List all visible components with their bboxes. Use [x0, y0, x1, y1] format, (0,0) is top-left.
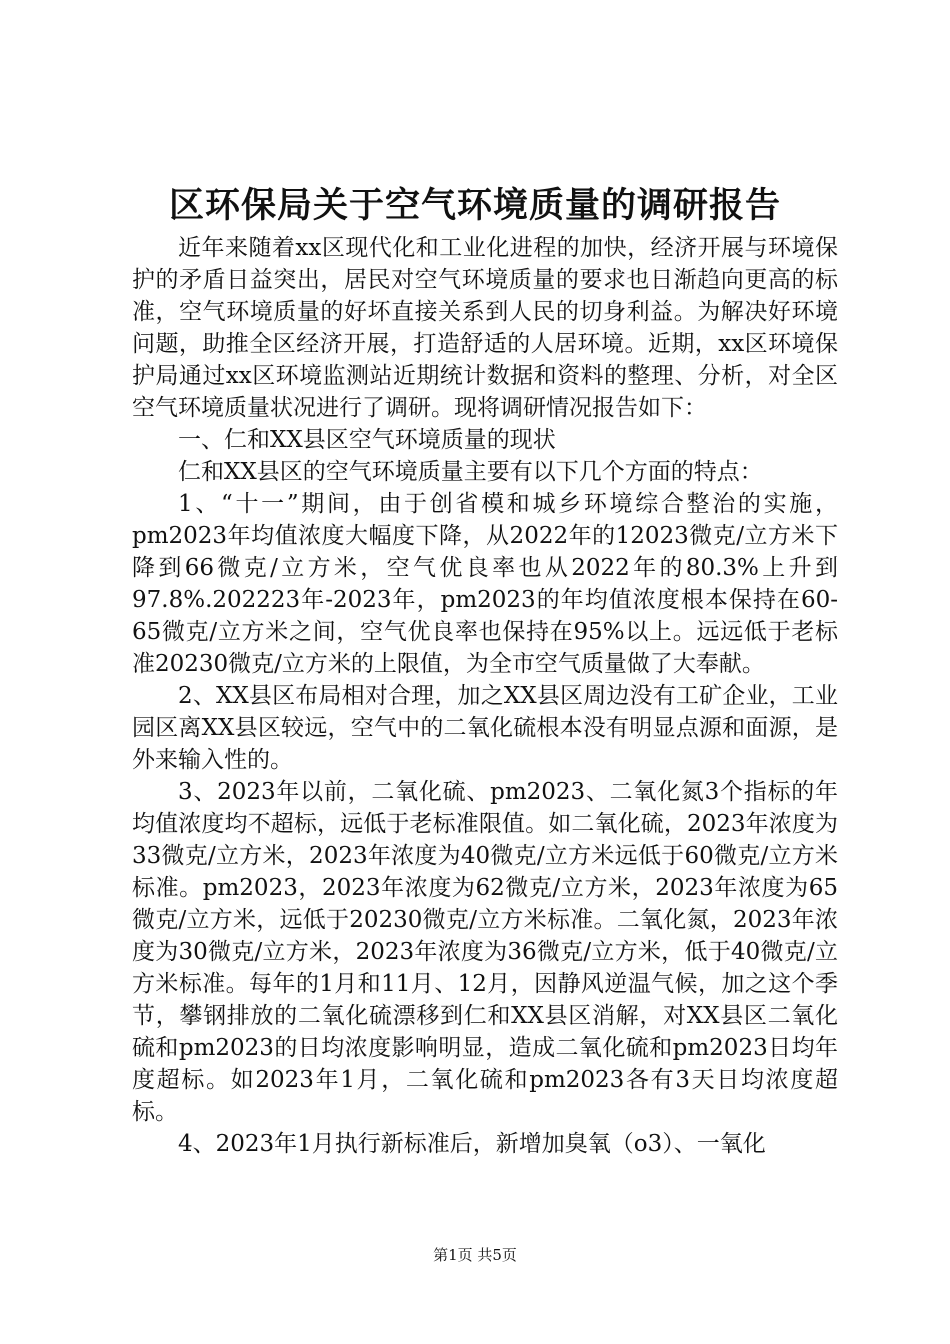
document-body [132, 232, 838, 1160]
paragraph-features-lead: 仁和XX县区的空气环境质量主要有以下几个方面的特点： [178, 459, 763, 485]
paragraph-point-4: 4、2023年1月执行新标准后，新增加臭氧（o3）、一氧化 [178, 1131, 766, 1157]
section-heading-1: 一、仁和XX县区空气环境质量的现状 [178, 427, 556, 453]
paragraph-point-2: 2、XX县区布局相对合理，加之XX县区周边没有工矿企业，工业园区离XX县区较远，空气中的二氧化硫根本没有明显点源和面源，是外来输入性的。 [132, 683, 838, 773]
paragraph-point-3: 3、2023年以前，二氧化硫、pm2023、二氧化氮3个指标的年均值浓度均不超标，远低于老标准限值。如二氧化硫，2023年浓度为33微克/立方米，2023年浓度为40微克/立方米远低于60微克/立方米标准。pm2023，2023年浓度为62微克/立方米，2023年浓度为65微克/立方米，远低于20230微克/立方米标准。二氧化氮，2023年浓度为30微克/立方米，2023年浓度为36微克/立方米，低于40微克/立方米标准。每年的1月和11月、12月，因静风逆温气候，加之这个季节，攀钢排放的二氧化硫漂移到仁和XX县区消解，对XX县区二氧化硫和pm2023的日均浓度影响明显，造成二氧化硫和pm2023日均年度超标。如2023年1月，二氧化硫和pm2023各有3天日均浓度超标。 [132, 779, 838, 1125]
page-number-footer: 第1页 共5页 [433, 1246, 517, 1264]
document-title: 区环保局关于空气环境质量的调研报告 [168, 185, 781, 226]
paragraph-point-1: 1、“十一”期间，由于创省模和城乡环境综合整治的实施，pm2023年均值浓度大幅度下降，从2022年的12023微克/立方米下降到66微克/立方米，空气优良率也从2022年的80.3%上升到97.8%.202223年-2023年，pm2023的年均值浓度根本保持在60-65微克/立方米之间，空气优良率也保持在95%以上。远远低于老标准20230微克/立方米的上限值，为全市空气质量做了大奉献。 [132, 491, 838, 677]
paragraph-intro: 近年来随着xx区现代化和工业化进程的加快，经济开展与环境保护的矛盾日益突出，居民对空气环境质量的要求也日渐趋向更高的标准，空气环境质量的好坏直接关系到人民的切身利益。为解决好环境问题，助推全区经济开展，打造舒适的人居环境。近期，xx区环境保护局通过xx区环境监测站近期统计数据和资料的整理、分析，对全区空气环境质量状况进行了调研。现将调研情况报告如下： [132, 235, 838, 421]
